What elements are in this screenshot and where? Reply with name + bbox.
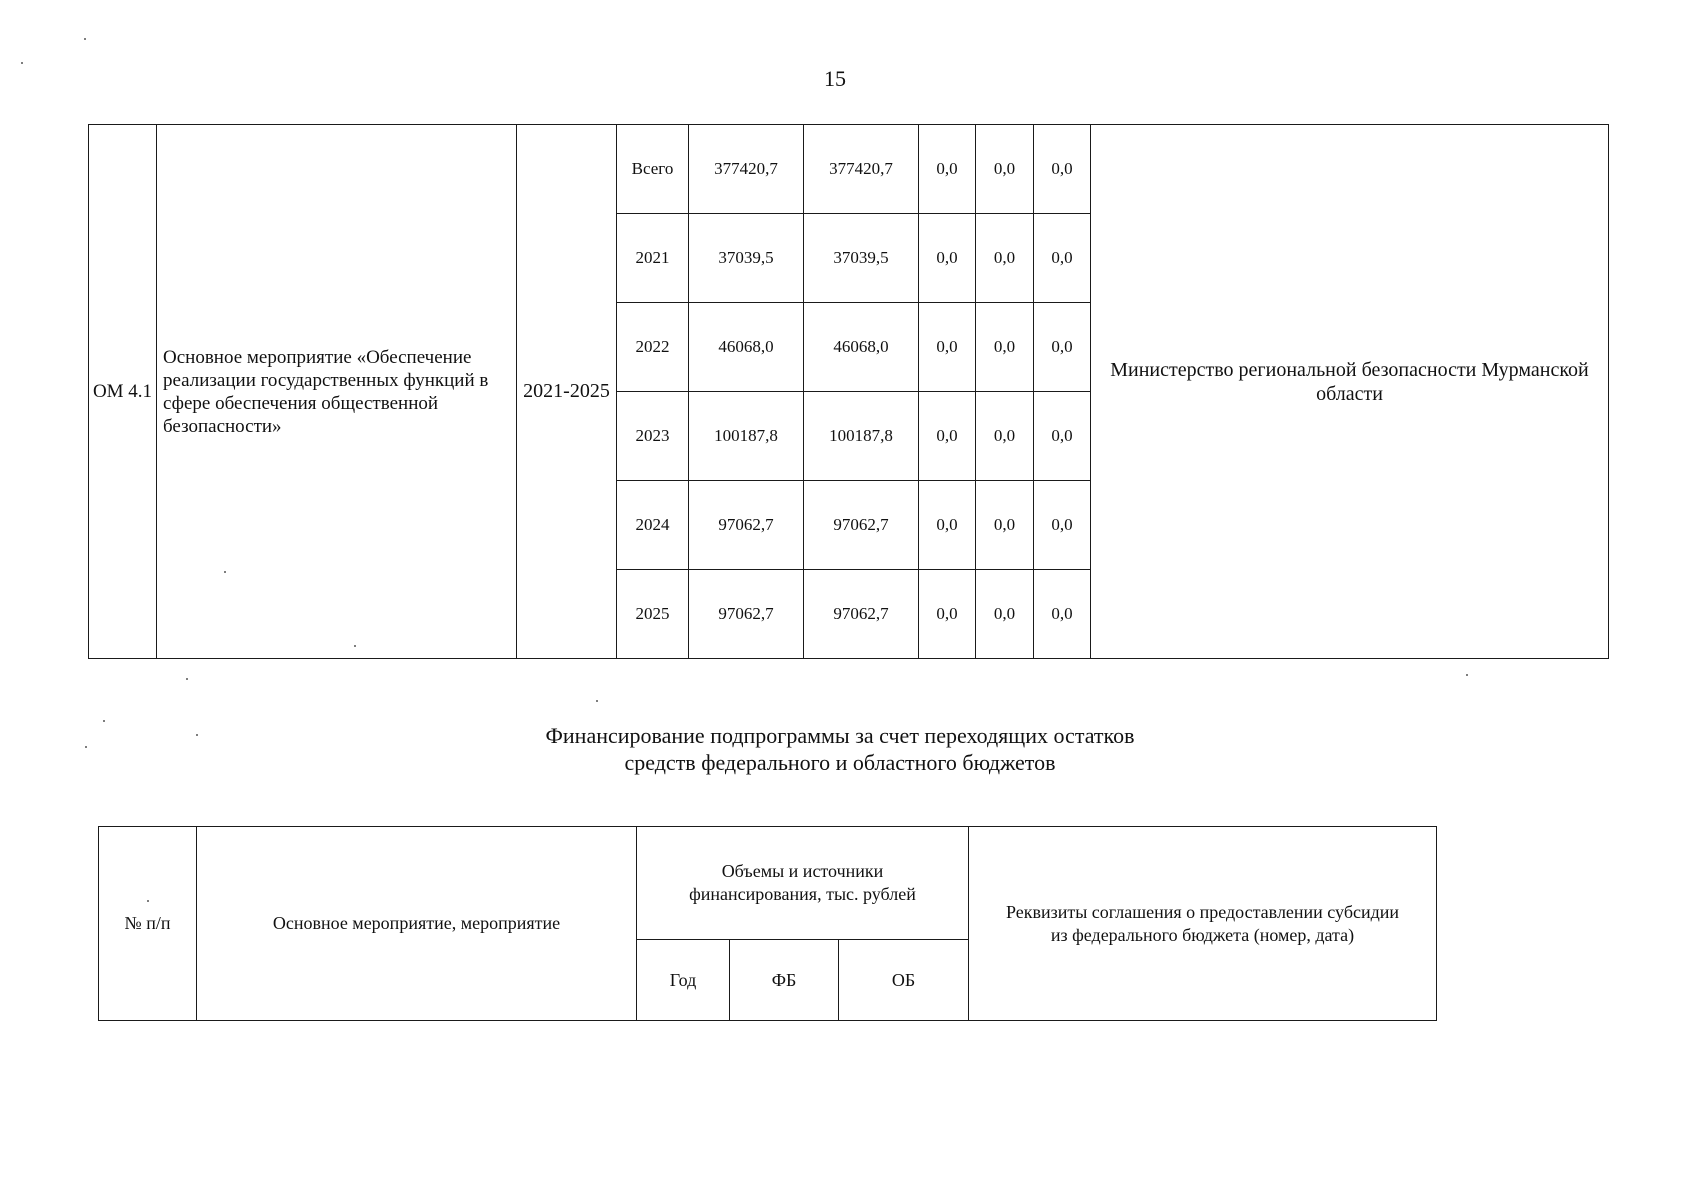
period: 2021-2025 — [523, 380, 610, 402]
total-cell: 37039,5 — [689, 214, 804, 303]
total-cell: 97062,7 — [689, 481, 804, 570]
responsible-cell — [1091, 125, 1609, 659]
budget-cell: 0,0 — [1034, 481, 1091, 570]
scan-speck — [103, 720, 105, 722]
budget-cell: 0,0 — [976, 392, 1034, 481]
budget-cell: 0,0 — [919, 125, 976, 214]
residuals-financing-table — [98, 826, 1437, 1021]
column-header-ob: ОБ — [839, 940, 969, 1021]
period-cell — [517, 125, 617, 659]
page-number: 15 — [824, 66, 846, 91]
column-header-agreement-line: Реквизиты соглашения о предоставлении субсидии — [1005, 901, 1400, 922]
column-header-number: № п/п — [99, 827, 197, 1021]
total-cell: 97062,7 — [689, 570, 804, 659]
budget-cell: 0,0 — [919, 481, 976, 570]
row-id: ОМ 4.1 — [92, 380, 153, 402]
responsible-executor: Министерство региональной безопасности Мурманской области — [1110, 358, 1589, 405]
budget-cell: 0,0 — [919, 303, 976, 392]
column-header-fb: ФБ — [730, 940, 839, 1021]
scan-speck — [224, 571, 226, 573]
section-title-line: средств федерального и областного бюджетов — [624, 750, 1056, 775]
scan-speck — [596, 700, 598, 702]
column-header-year: Год — [637, 940, 730, 1021]
scan-speck — [1466, 674, 1468, 676]
column-header-activity: Основное мероприятие, мероприятие — [197, 827, 637, 1021]
budget-cell: 0,0 — [976, 570, 1034, 659]
budget-cell: 0,0 — [1034, 214, 1091, 303]
budget-cell: 100187,8 — [804, 392, 919, 481]
section-title-line: Финансирование подпрограммы за счет переходящих остатков — [545, 723, 1135, 748]
program-financing-table — [88, 124, 1609, 659]
budget-cell: 0,0 — [976, 214, 1034, 303]
year-cell: 2021 — [617, 214, 689, 303]
section-title — [0, 722, 1680, 776]
budget-cell: 46068,0 — [804, 303, 919, 392]
budget-cell: 97062,7 — [804, 481, 919, 570]
row-id-cell — [89, 125, 157, 659]
year-cell: 2024 — [617, 481, 689, 570]
budget-cell: 97062,7 — [804, 570, 919, 659]
column-header-volumes — [637, 827, 969, 940]
column-header-volumes-line: Объемы и источники — [721, 861, 884, 881]
column-header-volumes-line: финансирования, тыс. рублей — [689, 884, 916, 904]
column-header-agreement — [969, 827, 1437, 1021]
budget-cell: 0,0 — [1034, 392, 1091, 481]
budget-cell: 0,0 — [976, 481, 1034, 570]
budget-cell: 0,0 — [1034, 570, 1091, 659]
activity-cell — [157, 125, 517, 659]
scan-speck — [186, 678, 188, 680]
column-header-agreement-line: из федерального бюджета (номер, дата) — [1050, 924, 1355, 945]
table-header-row — [99, 827, 1437, 940]
activity-name: Основное мероприятие «Обеспечение реализации государственных функций в сфере обеспечения общественной безопасности» — [163, 346, 489, 437]
total-cell: 100187,8 — [689, 392, 804, 481]
budget-cell: 0,0 — [919, 570, 976, 659]
year-cell: 2025 — [617, 570, 689, 659]
scan-speck — [84, 38, 86, 40]
budget-cell: 0,0 — [919, 392, 976, 481]
budget-cell: 0,0 — [1034, 125, 1091, 214]
budget-cell: 0,0 — [976, 303, 1034, 392]
scan-speck — [147, 900, 149, 902]
budget-cell: 0,0 — [1034, 303, 1091, 392]
budget-cell: 37039,5 — [804, 214, 919, 303]
year-cell: 2022 — [617, 303, 689, 392]
total-cell: 46068,0 — [689, 303, 804, 392]
budget-cell: 377420,7 — [804, 125, 919, 214]
scan-speck — [21, 62, 23, 64]
scan-speck — [85, 746, 87, 748]
total-cell: 377420,7 — [689, 125, 804, 214]
year-cell: 2023 — [617, 392, 689, 481]
scan-speck — [354, 645, 356, 647]
budget-cell: 0,0 — [976, 125, 1034, 214]
budget-cell: 0,0 — [919, 214, 976, 303]
year-cell: Всего — [617, 125, 689, 214]
scan-speck — [196, 734, 198, 736]
table-row — [89, 125, 1609, 214]
